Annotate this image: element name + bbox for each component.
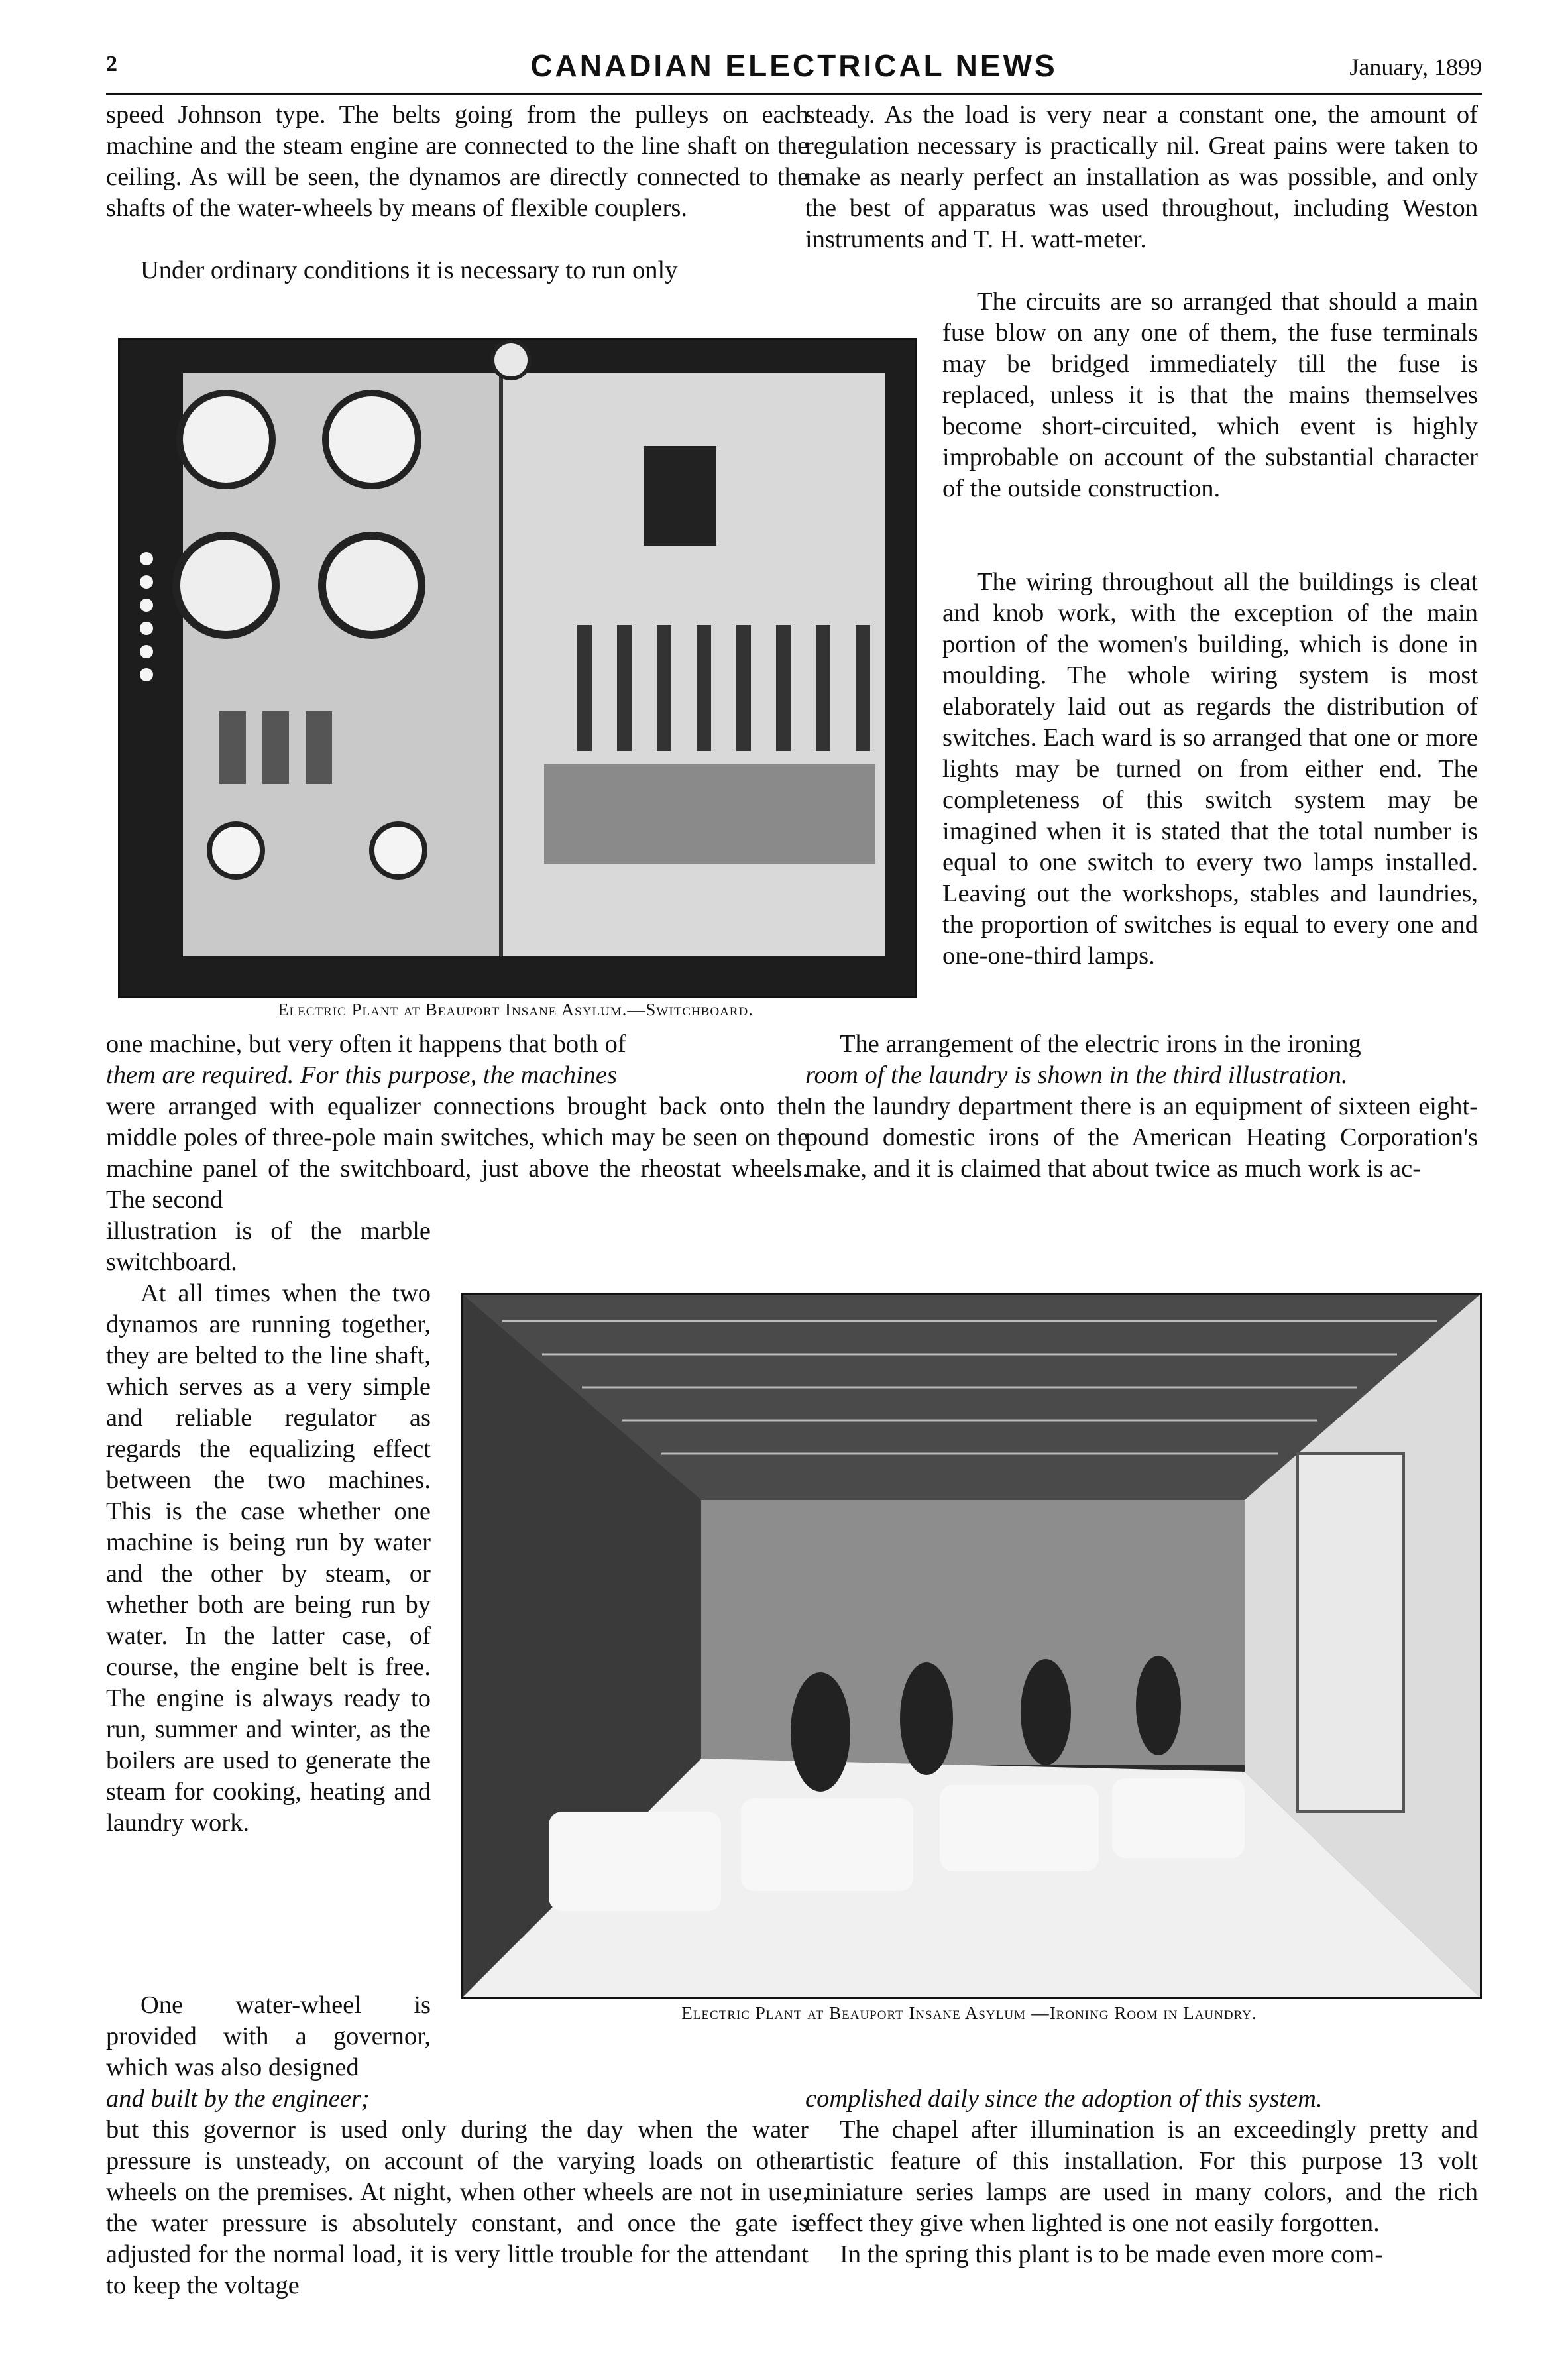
paragraph-water-wheel-b: and built by the engineer; bbox=[106, 2085, 370, 2113]
paragraph-steady: steady. As the load is very near a constant one, the amount of regulation necessary is practically nil. Great pains were taken to make as nearly perfect an installation as was possible, and only the best of apparatus was used throughout, including Weston instruments and T. H. watt-meter. bbox=[805, 101, 1478, 253]
paragraph-water-wheel-a: One water-wheel is provided with a governor, which was also designed bbox=[106, 1991, 431, 2081]
paragraph-one-machine-d: illustration is of the marble switchboard. bbox=[106, 1217, 431, 1276]
page-header bbox=[106, 46, 1482, 93]
header-rule bbox=[106, 93, 1482, 95]
paragraph-irons-b: room of the laundry is shown in the third illustration. bbox=[805, 1061, 1348, 1089]
switchboard-caption: Electric Plant at Beauport Insane Asylum.—Switchboard. bbox=[278, 1000, 754, 1019]
switchboard-illustration bbox=[120, 340, 915, 996]
paragraph-circuits: The circuits are so arranged that should a main fuse blow on any one of them, the fuse terminals may be bridged immediately till the fuse is replaced, unless it is that the mains themselves become short-circuited, which event is highly improbable on account of the substantial character of the outside construction. bbox=[942, 288, 1478, 502]
paragraph-one-machine-a: one machine, but very often it happens that both of bbox=[106, 1030, 626, 1058]
switchboard-photo bbox=[118, 338, 917, 998]
paragraph-all-times: At all times when the two dynamos are running together, they are belted to the line shaft, which serves as a very simple and reliable regulator as regards the equalizing effect between the two machines. This is the case whether one machine is being run by water and the other by steam, or whether both are being run by water. In the latter case, of course, the engine belt is free. The engine is always ready to run, summer and winter, as the boilers are used to generate the steam for cooking, heating and laundry work. bbox=[106, 1279, 431, 1837]
laundry-illustration bbox=[463, 1295, 1480, 1997]
issue-date: January, 1899 bbox=[1349, 54, 1482, 80]
paragraph-ordinary-conditions: Under ordinary conditions it is necessary to run only bbox=[140, 257, 678, 284]
laundry-caption: Electric Plant at Beauport Insane Asylum —Ironing Room in Laundry. bbox=[681, 2003, 1257, 2023]
paragraph-irons-c: In the laundry department there is an equipment of sixteen eight-pound domestic irons of the American Heating Corporation's make, and it is claimed that about twice as much work is ac- bbox=[805, 1092, 1478, 1183]
paragraph-belts: speed Johnson type. The belts going from the pulleys on each machine and the steam engine are connected to the line shaft on the ceiling. As will be seen, the dynamos are directly connected to the shafts of the water-wheels by means of flexible couplers. bbox=[106, 101, 809, 222]
paragraph-one-machine-b: them are required. For this purpose, the machines bbox=[106, 1061, 617, 1089]
publication-title: CANADIAN ELECTRICAL NEWS bbox=[530, 48, 1058, 83]
laundry-photo bbox=[461, 1293, 1482, 1999]
paragraph-one-machine-c: were arranged with equalizer connections brought back onto the middle poles of three-pole main switches, which may be seen on the machine panel of the switchboard, just above the rheostat wheels. The second bbox=[106, 1092, 809, 1214]
paragraph-spring: In the spring this plant is to be made even more com- bbox=[840, 2240, 1384, 2268]
paragraph-water-wheel-c: but this governor is used only during the day when the water pressure is unsteady, on account of the varying loads on other wheels on the premises. At night, when other wheels are not in use, the water pressure is absolutely constant, and once the gate is adjusted for the normal load, it is very little trouble for the attendant to keep the voltage bbox=[106, 2116, 809, 2299]
paragraph-wiring: The wiring throughout all the buildings is cleat and knob work, with the exception of the main portion of the women's building, which is done in moulding. The whole wiring system is most elaborately laid out as regards the distribution of switches. Each ward is so arranged that one or more lights may be turned on from either end. The completeness of this switch system may be imagined when it is stated that the total number is equal to one switch to every two lamps installed. Leaving out the workshops, stables and laundries, the proportion of switches is equal to every one and one-one-third lamps. bbox=[942, 568, 1478, 970]
paragraph-irons-a: The arrangement of the electric irons in the ironing bbox=[840, 1030, 1361, 1058]
paragraph-complished: complished daily since the adoption of this system. bbox=[805, 2085, 1323, 2113]
paragraph-chapel: The chapel after illumination is an exceedingly pretty and artistic feature of this installation. For this purpose 13 volt miniature series lamps are used in many colors, and the rich effect they give when lighted is one not easily forgotten. bbox=[805, 2116, 1478, 2237]
page-number: 2 bbox=[106, 52, 117, 76]
